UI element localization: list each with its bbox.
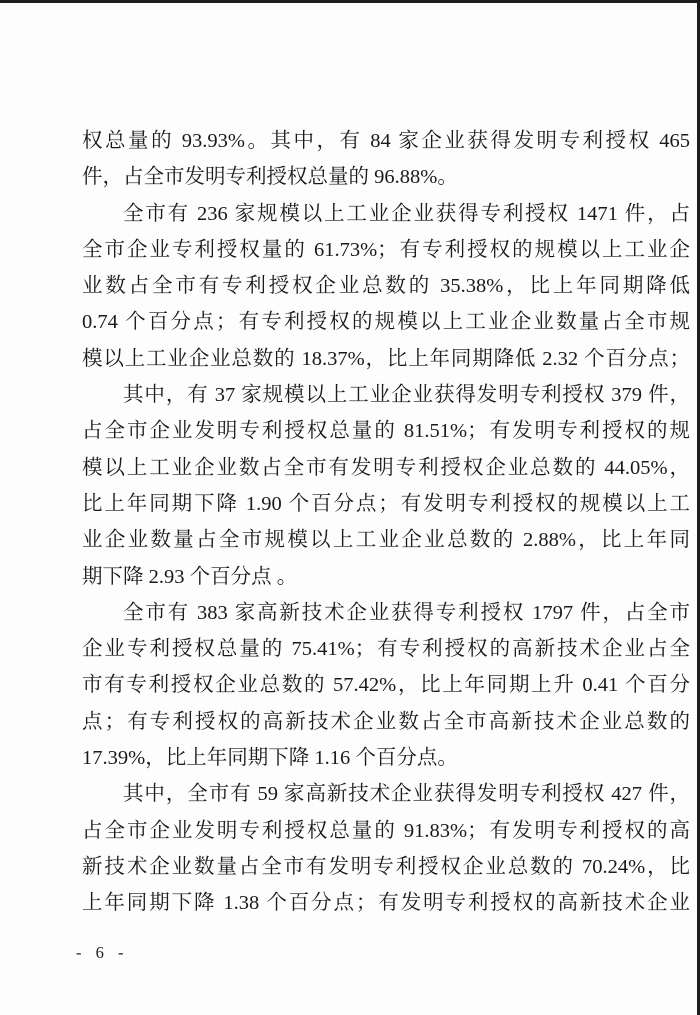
text-line: 件，占全市发明专利授权总量的 96.88%。 <box>82 166 458 189</box>
text-line: 点；有专利授权的高新技术企业数占全市高新技术企业总数的 <box>82 710 690 733</box>
text-line: 新技术企业数量占全市有发明专利授权企业总数的 70.24%，比 <box>82 855 690 878</box>
text-line: 0.74 个百分点；有专利授权的规模以上工业企业数量占全市规 <box>82 311 690 334</box>
text-line: 上年同期下降 1.38 个百分点；有发明专利授权的高新技术企业 <box>82 892 690 915</box>
text-line: 其中，全市有 59 家高新技术企业获得发明专利授权 427 件， <box>123 783 690 806</box>
text-line: 业数占全市有专利授权企业总数的 35.38%，比上年同期降低 <box>82 275 690 298</box>
text-line: 17.39%，比上年同期下降 1.16 个百分点。 <box>82 747 458 770</box>
text-line: 业企业数量占全市规模以上工业企业总数的 2.88%，比上年同 <box>82 529 690 552</box>
body-text-block <box>82 123 690 922</box>
text-line: 模以上工业企业数占全市有发明专利授权企业总数的 44.05%， <box>82 456 690 479</box>
text-line: 企业专利授权总量的 75.41%；有专利授权的高新技术企业占全 <box>82 638 690 661</box>
text-line: 模以上工业企业总数的 18.37%，比上年同期降低 2.32 个百分点； <box>82 347 690 370</box>
text-line: 权总量的 93.93%。其中，有 84 家企业获得发明专利授权 465 <box>82 130 690 152</box>
text-line: 比上年同期下降 1.90 个百分点；有发明专利授权的规模以上工 <box>82 492 690 515</box>
scan-top-border-line <box>0 0 700 3</box>
text-line: 全市有 383 家高新技术企业获得专利授权 1797 件，占全市 <box>123 601 690 624</box>
text-line: 市有专利授权企业总数的 57.42%，比上年同期上升 0.41 个百分 <box>82 674 690 697</box>
text-line: 占全市企业发明专利授权总量的 91.83%；有发明专利授权的高 <box>82 819 690 842</box>
page-number: - 6 - <box>76 943 129 962</box>
text-line: 全市企业专利授权量的 61.73%；有专利授权的规模以上工业企 <box>82 238 690 261</box>
text-line: 占全市企业发明专利授权总量的 81.51%；有发明专利授权的规 <box>82 420 690 443</box>
text-line: 其中，有 37 家规模以上工业企业获得发明专利授权 379 件， <box>123 384 690 407</box>
text-line: 期下降 2.93 个百分点 。 <box>82 565 298 588</box>
text-line: 全市有 236 家规模以上工业企业获得专利授权 1471 件，占 <box>123 202 690 225</box>
